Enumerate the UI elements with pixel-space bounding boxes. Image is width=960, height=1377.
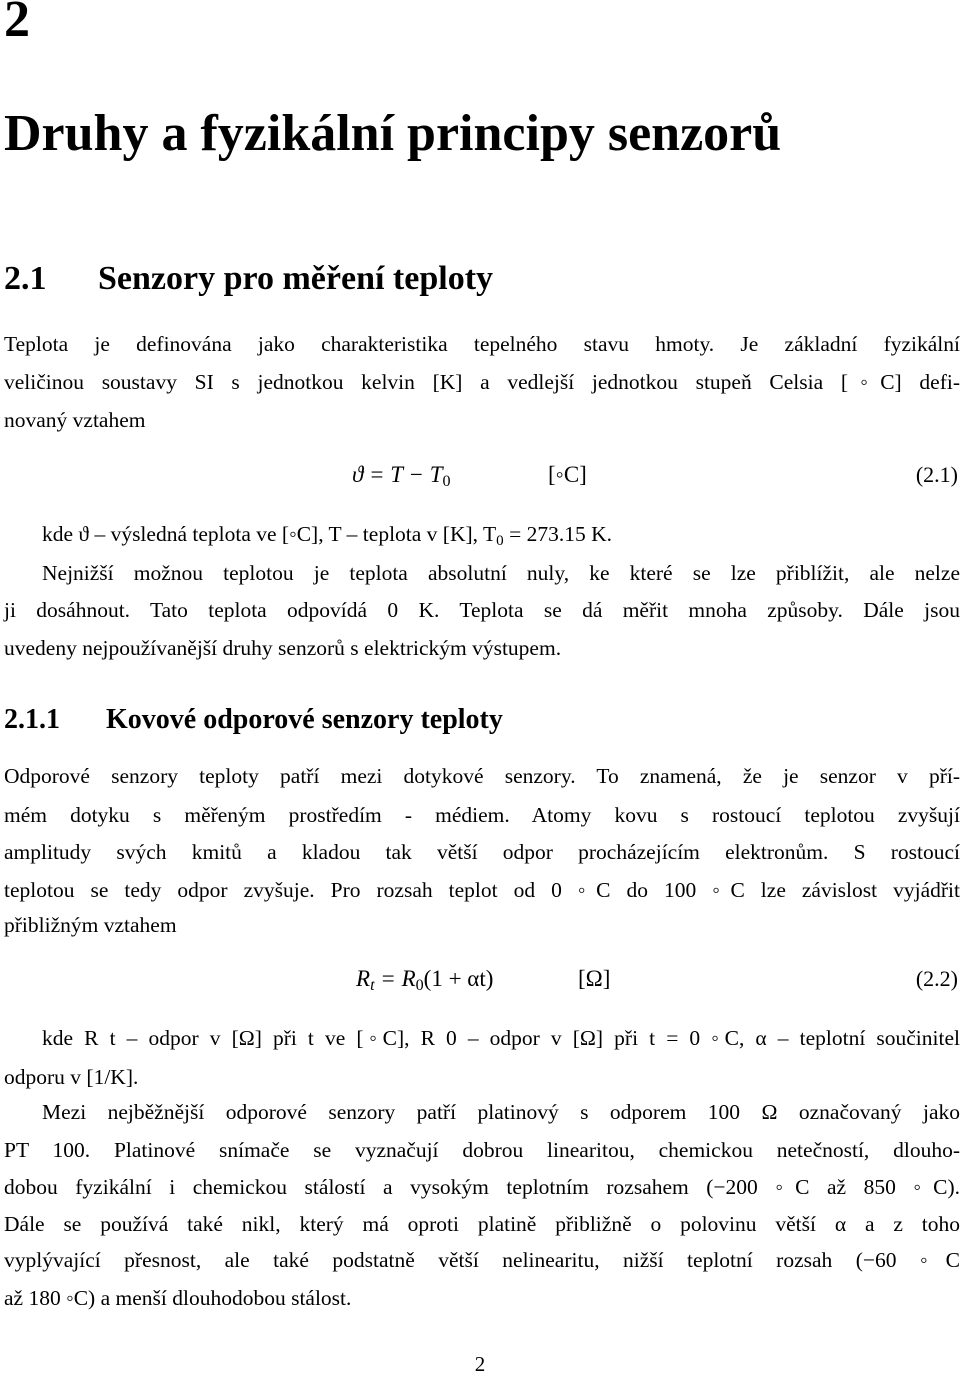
- equation-2-2-sub-0: 0: [415, 977, 424, 995]
- where-line-1-sub: 0: [496, 532, 504, 549]
- section-title: Senzory pro měření teploty: [98, 260, 494, 297]
- para2-line-1: Nejnižší možnou teplotou je teplota absolutní nuly, ke které se lze přiblížit, ale nelze: [42, 561, 960, 585]
- subsection-title: Kovové odporové senzory teploty: [106, 704, 503, 735]
- equation-2-2-mid: = R: [374, 966, 416, 991]
- chapter-title: Druhy a fyzikální principy senzorů: [4, 105, 782, 162]
- para3-line-5: přibližným vztahem: [4, 913, 177, 937]
- equation-2-1-number: (2.1): [915, 462, 958, 487]
- para3-line-4: teplotou se tedy odpor zvyšuje. Pro rozsah teplot od 0 ◦C do 100 ◦C lze závislost vyjádřit: [4, 878, 960, 902]
- page-number: 2: [474, 1352, 486, 1376]
- para4-line-5: vyplývající přesnost, ale také podstatně větší nelinearitu, nižší teplotní rozsah (−60 ◦C: [4, 1248, 960, 1272]
- para2-line-2: ji dosáhnout. Tato teplota odpovídá 0 K. Teplota se dá měřit mnoha způsoby. Dále jsou: [4, 598, 960, 622]
- equation-2-1-lhs: ϑ = T − T: [352, 462, 443, 487]
- where-line-1-main: kde ϑ – výsledná teplota ve [◦C], T – teplota v [K], T: [42, 522, 497, 546]
- para4-line-2: PT 100. Platinové snímače se vyznačují dobrou linearitou, chemickou netečností, dlouho-: [4, 1138, 960, 1162]
- equation-2-2-sub-t: t: [370, 977, 375, 995]
- section-number: 2.1: [4, 260, 47, 297]
- equation-2-2-r: R: [356, 966, 371, 991]
- where2-line-2: odporu v [1/K].: [4, 1065, 139, 1089]
- where-line-1-rest: = 273.15 K.: [503, 522, 612, 546]
- equation-2-2-number: (2.2): [915, 966, 958, 991]
- para4-line-1: Mezi nejběžnější odporové senzory patří platinový s odporem 100 Ω označovaný jako: [42, 1100, 960, 1124]
- subsection-number: 2.1.1: [4, 704, 60, 735]
- equation-2-1-sub: 0: [442, 473, 451, 491]
- para4-line-3: dobou fyzikální i chemickou stálostí a vysokým teplotním rozsahem (−200 ◦C až 850 ◦C).: [4, 1175, 960, 1199]
- para2-line-3: uvedeny nejpoužívanější druhy senzorů s elektrickým výstupem.: [4, 636, 562, 660]
- intro-line-3: novaný vztahem: [4, 408, 146, 432]
- para3-line-3: amplitudy svých kmitů a kladou tak větší odpor procházejícím elektronům. S rostoucí: [4, 840, 960, 864]
- para3-line-1: Odporové senzory teploty patří mezi dotykové senzory. To znamená, že je senzor v pří-: [4, 764, 960, 788]
- chapter-number: 2: [4, 0, 30, 48]
- para4-line-4: Dále se používá také nikl, který má oproti platině přibližně o polovinu větší α a z toho: [4, 1212, 960, 1236]
- section-heading: [4, 262, 493, 296]
- equation-2-2-unit: [Ω]: [578, 966, 611, 991]
- equation-2-2-rest: (1 + αt): [423, 966, 494, 991]
- para3-line-2: mém dotyku s měřeným prostředím - médiem. Atomy kovu s rostoucí teplotou zvyšují: [4, 803, 960, 827]
- intro-line-1: Teplota je definována jako charakteristika tepelného stavu hmoty. Je základní fyzikální: [4, 332, 960, 356]
- intro-line-2: veličinou soustavy SI s jednotkou kelvin [K] a vedlejší jednotkou stupeň Celsia [◦C] defi-: [4, 370, 960, 394]
- where2-line-1: kde R t – odpor v [Ω] při t ve [◦C], R 0 – odpor v [Ω] při t = 0 ◦C, α – teplotní součinitel: [42, 1026, 960, 1050]
- where-line-1: [42, 522, 960, 549]
- subsection-heading: [4, 706, 503, 734]
- para4-line-6: až 180 ◦C) a menší dlouhodobou stálost.: [4, 1286, 352, 1310]
- equation-2-1: [352, 462, 451, 491]
- equation-2-1-unit: [◦C]: [548, 462, 587, 487]
- equation-2-2: [356, 966, 494, 995]
